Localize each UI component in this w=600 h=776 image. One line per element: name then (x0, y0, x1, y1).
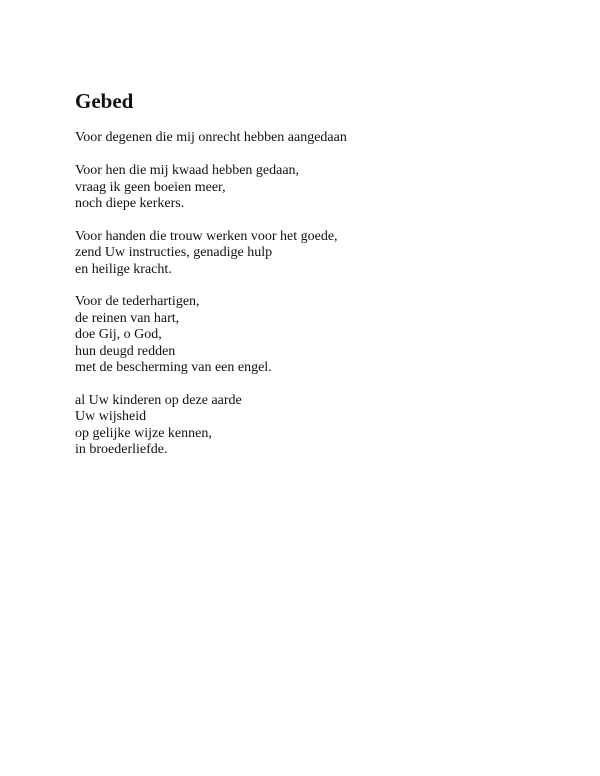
poem-line: Voor de tederhartigen, (75, 294, 200, 309)
stanza-1 (75, 163, 555, 213)
stanza-3 (75, 294, 555, 377)
poem-line: de reinen van hart, (75, 310, 180, 326)
stanza-4 (75, 393, 555, 459)
poem-dedication: Voor degenen die mij onrecht hebben aangedaan (75, 130, 347, 145)
poem-title: Gebed (75, 89, 134, 113)
poem-line: en heilige kracht. (75, 261, 172, 277)
stanza-2 (75, 229, 555, 279)
poem-line: zend Uw instructies, genadige hulp (75, 245, 273, 260)
poem-line: met de bescherming van een engel. (75, 360, 272, 375)
poem-line: op gelijke wijze kennen, (75, 425, 212, 441)
poem-line: vraag ik geen boeien meer, (75, 179, 226, 195)
poem-line: Voor handen die trouw werken voor het goede, (75, 228, 338, 244)
poem-line: Voor hen die mij kwaad hebben gedaan, (75, 163, 300, 178)
poem-line: hun deugd redden (75, 343, 176, 359)
document-page (75, 88, 555, 475)
poem-line: noch diepe kerkers. (75, 196, 185, 211)
poem-line: in broederliefde. (75, 442, 168, 457)
poem-line: doe Gij, o God, (75, 327, 162, 342)
poem-line: Uw wijsheid (75, 409, 147, 424)
poem-line: al Uw kinderen op deze aarde (75, 392, 242, 408)
